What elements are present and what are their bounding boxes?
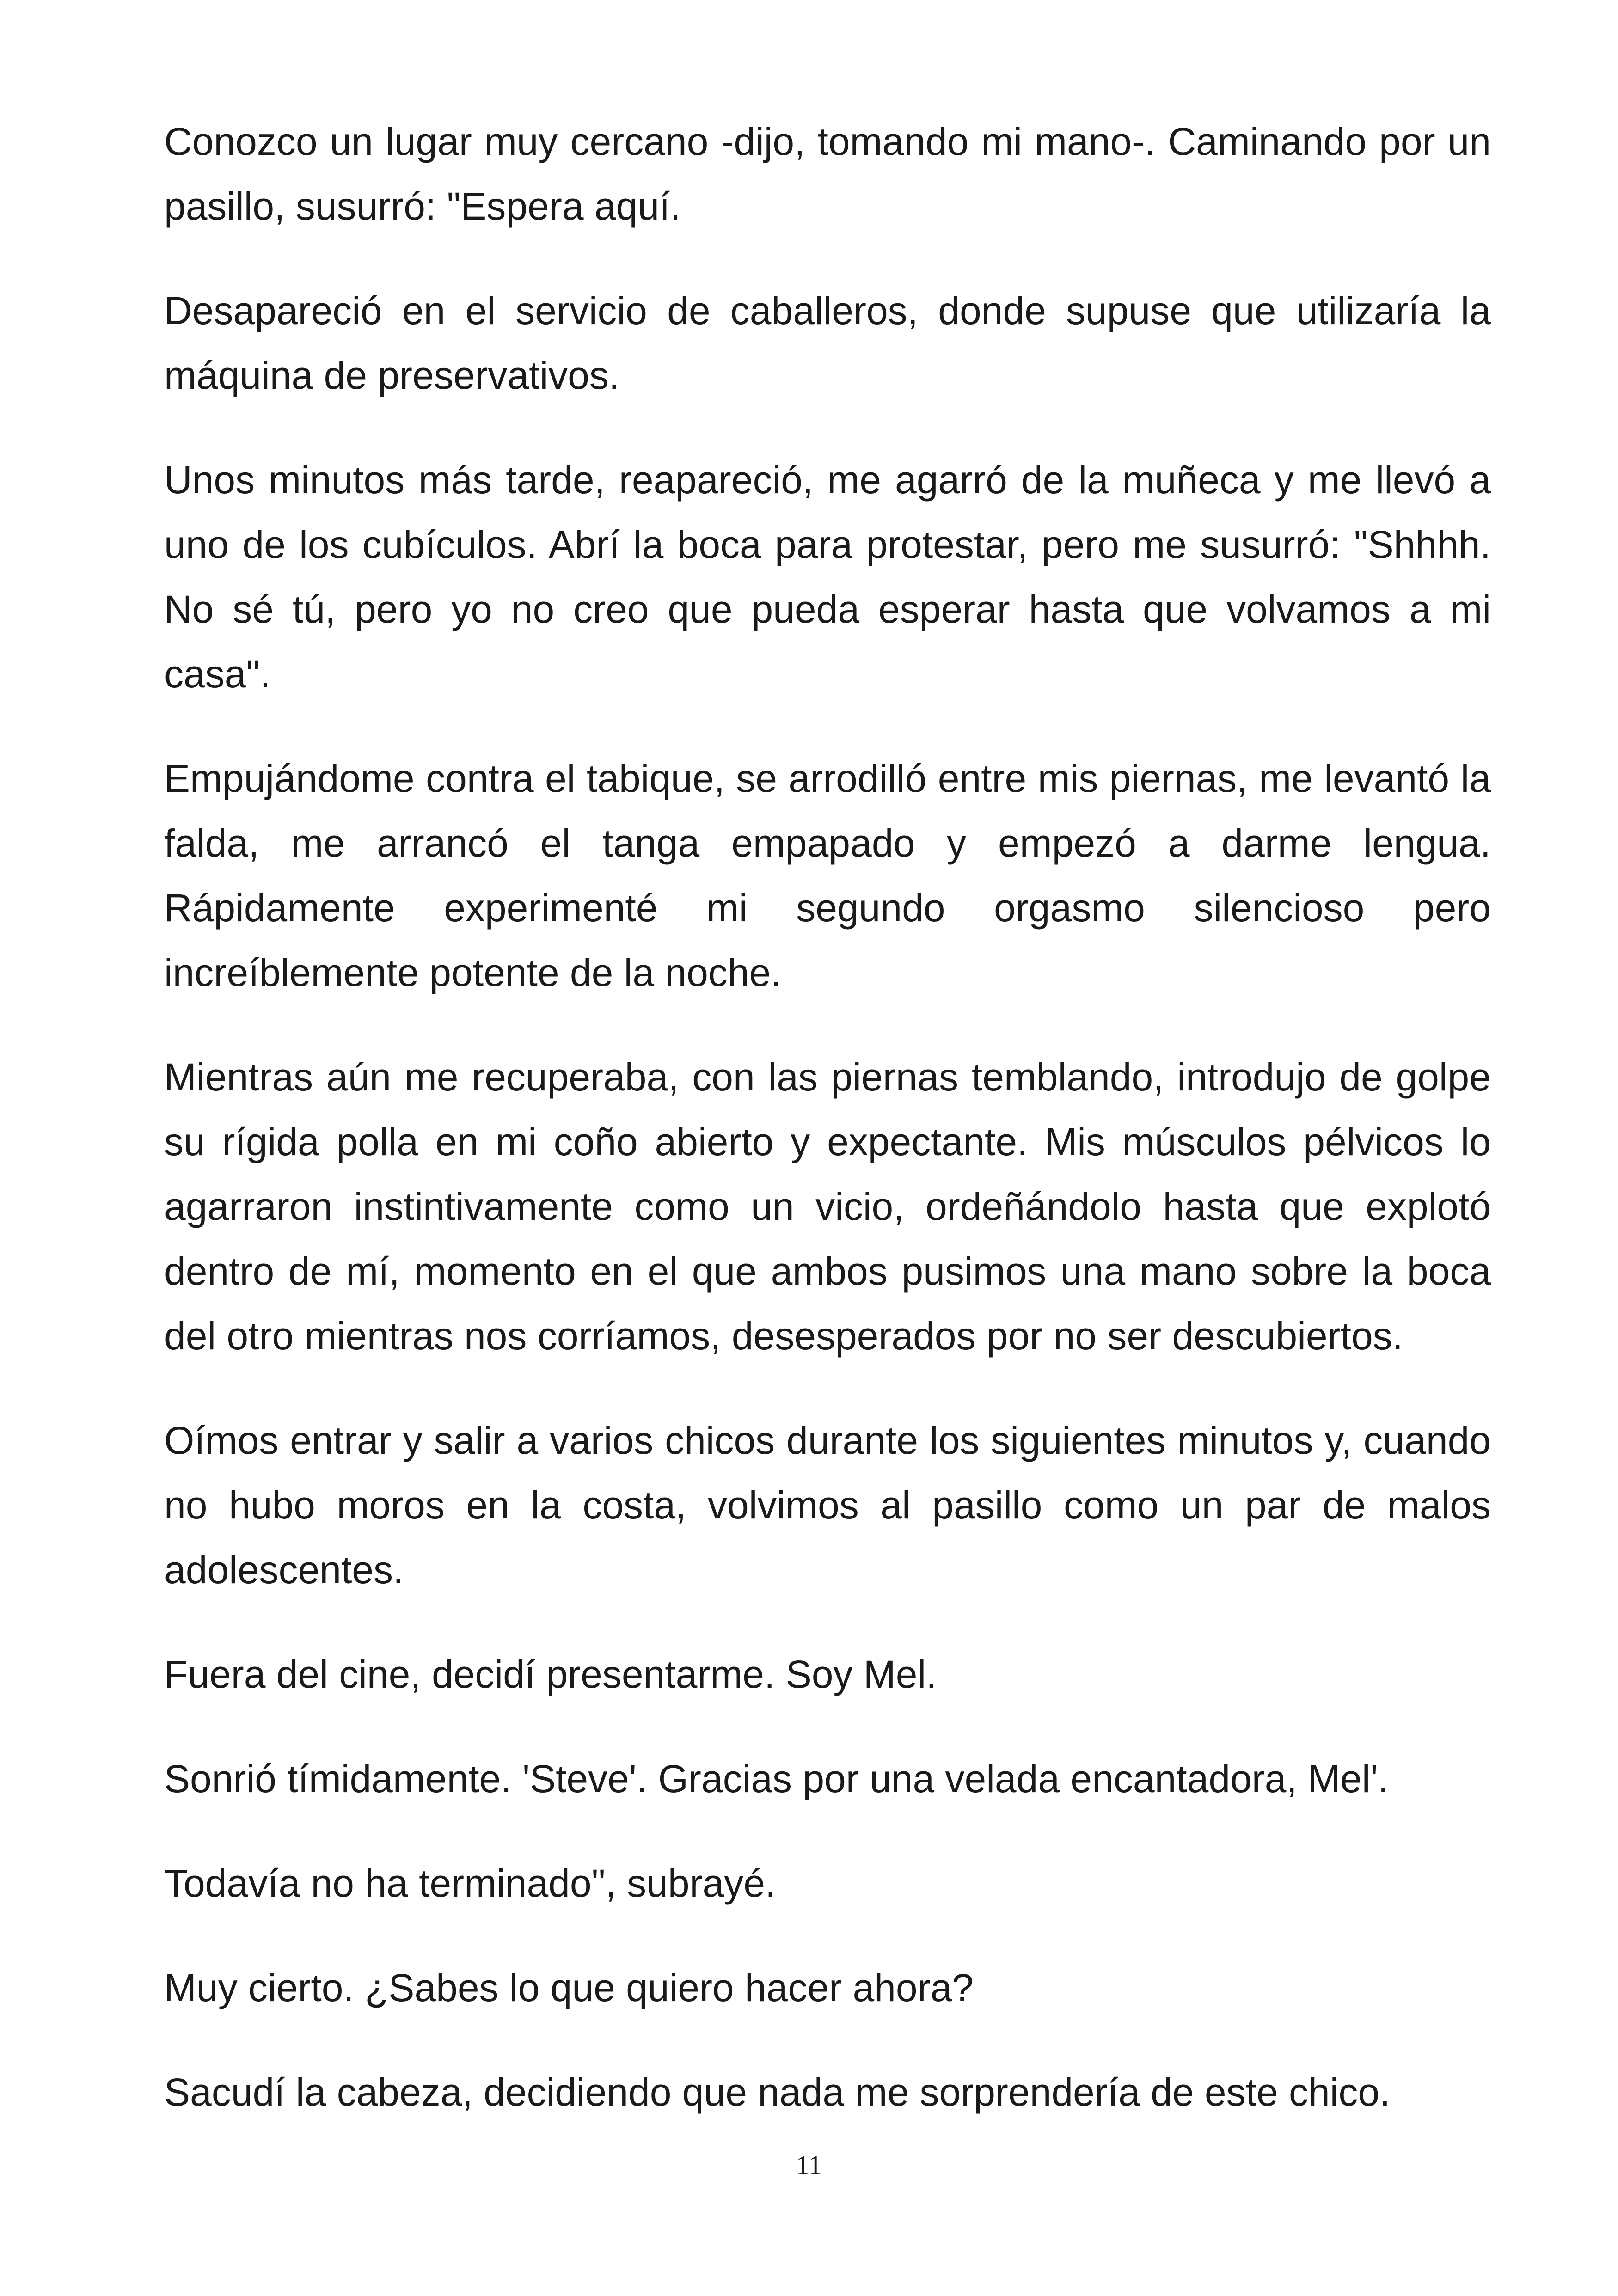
paragraph: Empujándome contra el tabique, se arrodilló entre mis piernas, me levantó la falda, me arrancó el tanga empapado y empezó a darme lengua. Rápidamente experimenté mi segundo orgasmo silencioso pero increíblemente potente de la noche. [164, 757, 1491, 994]
paragraph: Sacudí la cabeza, decidiendo que nada me sorprendería de este chico. [164, 2070, 1391, 2114]
paragraph: Mientras aún me recuperaba, con las piernas temblando, introdujo de golpe su rígida polla en mi coño abierto y expectante. Mis músculos pélvicos lo agarraron instintivamente como un vicio, ordeñándolo hasta que explotó dentro de mí, momento en el que ambos pusimos una mano sobre la boca del otro mientras nos corríamos, desesperados por no ser descubiertos. [164, 1055, 1491, 1358]
paragraph: Muy cierto. ¿Sabes lo que quiero hacer ahora? [164, 1966, 974, 2009]
paragraph: Unos minutos más tarde, reapareció, me agarró de la muñeca y me llevó a uno de los cubículos. Abrí la boca para protestar, pero me susurró: "Shhhh. No sé tú, pero yo no creo que pueda esperar hasta que volvamos a mi casa". [164, 458, 1491, 696]
text-column [164, 109, 1491, 2164]
paragraph: Desapareció en el servicio de caballeros, donde supuse que utilizaría la máquina de preservativos. [164, 289, 1491, 397]
paragraph: Sonrió tímidamente. 'Steve'. Gracias por una velada encantadora, Mel'. [164, 1757, 1389, 1800]
paragraph: Todavía no ha terminado", subrayé. [164, 1861, 776, 1905]
paragraph: Oímos entrar y salir a varios chicos durante los siguientes minutos y, cuando no hubo moros en la costa, volvimos al pasillo como un par de malos adolescentes. [164, 1419, 1491, 1592]
paragraph: Fuera del cine, decidí presentarme. Soy Mel. [164, 1653, 937, 1696]
paragraph: Conozco un lugar muy cercano -dijo, tomando mi mano-. Caminando por un pasillo, susurró: "Espera aquí. [164, 120, 1491, 228]
page-number: 11 [796, 2150, 822, 2180]
